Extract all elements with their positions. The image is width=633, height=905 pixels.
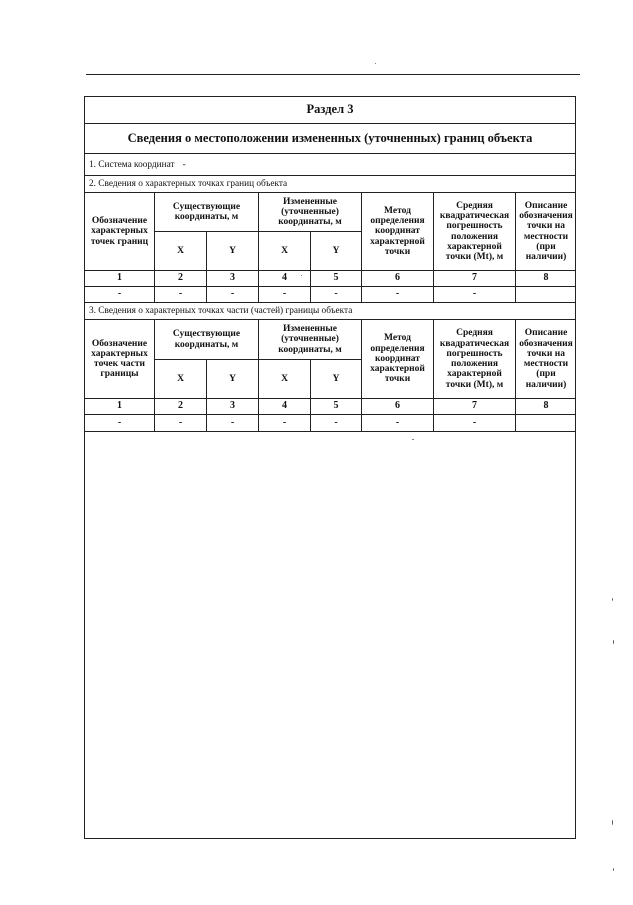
- t1-header-x-changed: X: [281, 245, 288, 256]
- t2-header-method: Метод определения координат характерной точки: [370, 333, 425, 385]
- t2-header-x-existing: X: [177, 373, 184, 384]
- t2-data-cell: -: [472, 416, 477, 428]
- t1-header-y-existing: Y: [229, 245, 236, 256]
- t2-header-description: Описание обозначения точки на местности (при наличии): [519, 328, 573, 390]
- t2-data-cell: -: [117, 416, 122, 428]
- t2-data-cell: -: [178, 416, 183, 428]
- t1-data-cell: -: [282, 288, 287, 300]
- t2-data-cell: -: [230, 416, 235, 428]
- t1-col-number: 7: [472, 272, 477, 284]
- table1-caption: 2. Сведения о характерных точках границ объекта: [89, 179, 288, 189]
- scan-speck: [412, 439, 414, 440]
- t2-col-number: 4: [282, 400, 287, 412]
- t2-header-changed: Измененные (уточненные) координаты, м: [278, 324, 342, 355]
- coord-system-label-text: 1. Система координат: [89, 159, 175, 170]
- t2-header-y-existing: Y: [229, 373, 236, 384]
- t1-col-number: 4: [282, 272, 287, 284]
- t1-header-description: Описание обозначения точки на местности (при наличии): [519, 200, 573, 262]
- coord-system-label: [89, 154, 186, 175]
- t1-col-number: 8: [543, 272, 549, 284]
- main-title: Сведения о местоположении измененных (уточненных) границ объекта: [127, 130, 533, 145]
- t1-data-cell: -: [178, 288, 183, 300]
- scan-speck: [613, 640, 614, 644]
- t2-data-cell: -: [282, 416, 287, 428]
- t1-col-number: 3: [230, 272, 235, 284]
- t2-col-number: 2: [178, 400, 183, 412]
- scan-speck: [375, 63, 376, 64]
- t2-col-number: 7: [472, 400, 477, 412]
- table2-caption: 3. Сведения о характерных точках части (частей) границы объекта: [89, 306, 353, 316]
- t2-col-number: 5: [333, 400, 339, 412]
- t2-data-cell: -: [334, 416, 338, 428]
- t1-data-cell: -: [230, 288, 235, 300]
- scan-speck: [612, 598, 613, 601]
- t1-header-y-changed: Y: [332, 245, 340, 256]
- grid-line: [84, 431, 576, 432]
- coord-system-value: -: [182, 159, 186, 170]
- t1-col-number: 6: [395, 272, 400, 284]
- t1-data-cell: [516, 287, 576, 302]
- section-title: Раздел 3: [306, 102, 354, 117]
- scan-speck: [301, 275, 302, 276]
- t1-col-number: 2: [178, 272, 183, 284]
- t2-header-designation: Обозначение характерных точек части границы: [91, 338, 148, 380]
- scan-speck: [613, 868, 614, 871]
- t1-header-method: Метод определения координат характерной точки: [370, 205, 425, 257]
- t1-header-designation: Обозначение характерных точек границ: [90, 216, 149, 247]
- t1-header-accuracy: Средняя квадратическая погрешность положения характерной точки (Mt), м: [439, 200, 510, 262]
- t1-header-x-existing: X: [177, 245, 184, 256]
- t2-header-y-changed: Y: [332, 373, 340, 384]
- t2-header-existing: Существующие координаты, м: [172, 329, 241, 350]
- t2-col-number: 8: [543, 400, 549, 412]
- t2-header-x-changed: X: [281, 373, 288, 384]
- t2-col-number: 3: [230, 400, 235, 412]
- t2-col-number: 6: [395, 400, 400, 412]
- t1-data-cell: -: [395, 288, 400, 300]
- t1-header-changed: Измененные (уточненные) координаты, м: [278, 196, 342, 228]
- t2-header-accuracy: Средняя квадратическая погрешность положения характерной точки (Mt), м: [439, 328, 510, 390]
- t1-data-cell: -: [117, 288, 122, 300]
- top-rule: [86, 74, 580, 75]
- t1-data-cell: -: [334, 288, 338, 300]
- t1-col-number: 5: [333, 272, 339, 284]
- t2-data-cell: -: [395, 416, 400, 428]
- t2-data-cell: [516, 415, 576, 431]
- t1-col-number: 1: [117, 272, 122, 284]
- t1-data-cell: -: [472, 288, 477, 300]
- t2-col-number: 1: [117, 400, 122, 412]
- t1-header-existing: Существующие координаты, м: [172, 201, 241, 222]
- scan-speck: [612, 820, 613, 825]
